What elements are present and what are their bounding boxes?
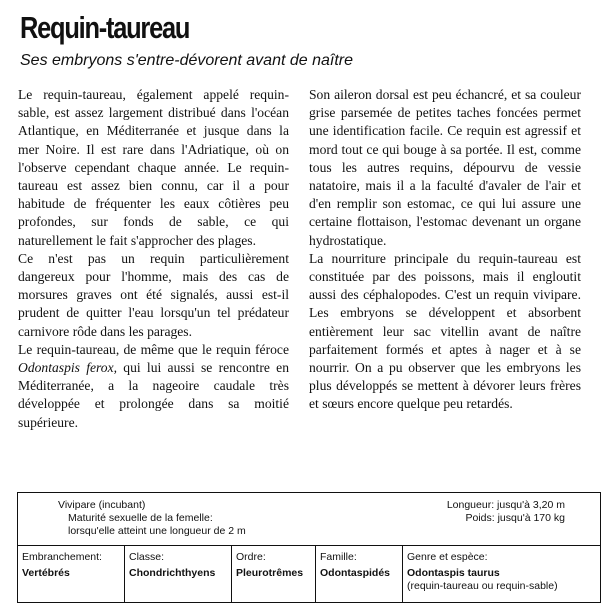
taxonomy-row (17, 545, 601, 603)
weight-value: Poids: jusqu'à 170 kg (465, 512, 565, 524)
paragraph-danger: Ce n'est pas un requin particulièrement dangereux pour l'homme, mais des cas de morsures graves ont été signalés, aussi est-il prudent de quitter l'eau lorsqu'un tel prédateur carnivore rôde dans les parages. (18, 250, 289, 339)
taxonomy-family (315, 546, 402, 603)
taxonomy-class (124, 546, 231, 603)
article-subtitle: Ses embryons s'entre-dévorent avant de naître (20, 52, 354, 69)
taxonomy-label: Genre et espèce: (407, 551, 488, 563)
paragraph-anatomy: Son aileron dorsal est peu échancré, et sa couleur grise parsemée de petites taches foncées permet une identification facile. Ce requin est agressif et mord tout ce qui bouge à sa portée. Il est, comme tous les autres requins, dépourvu de vessie natatoire, mais il a la faculté d'avaler de l'air et d'en remplir son estomac, ce qui lui assure une certaine flottaison, l'estomac devenant un organe hydrostatique. (309, 87, 581, 248)
paragraph-tail-end: qui lui aussi se rencontre en Méditerranée, a la nageoire caudale très développée et prolongée dans sa moitié supérieure. (18, 360, 289, 430)
taxonomy-value: Odontaspis taurus (407, 567, 500, 579)
species-info-box (17, 492, 601, 603)
reproduction-info (58, 499, 246, 538)
common-names: (requin-taureau ou requin-sable) (407, 580, 558, 592)
length-value: Longueur: jusqu'à 3,20 m (446, 499, 565, 511)
text-column-left (18, 86, 289, 432)
taxonomy-value: Pleurotrêmes (236, 567, 304, 579)
taxonomy-label: Famille: (320, 551, 357, 563)
text-column-right (309, 86, 581, 414)
taxonomy-label: Classe: (129, 551, 165, 563)
taxonomy-value: Odontaspidés (320, 567, 391, 579)
taxonomy-phylum (17, 546, 124, 603)
paragraph-tail-start: Le requin-taureau, de même que le requin féroce (18, 341, 289, 357)
taxonomy-label: Embranchement: (22, 551, 102, 563)
paragraph-distribution: Le requin-taureau, également appelé requin-sable, est assez largement distribué dans l'océan Atlantique, en Méditerranée et jusque dans la mer Noire. Il est rare dans l'Adriatique, où on l'observe cependant chaque année. Le requin-taureau est assez bien connu, car il a pour habitude de fréquenter les eaux côtières peu profondes, sur fonds de sable, ce qui naturellement le fait s'approcher des plages. (18, 87, 289, 248)
paragraph-reproduction: La nourriture principale du requin-taureau est constituée par des poissons, mais il engloutit aussi des céphalopodes. C'est un requin vivipare. Les embryons se développent et absorbent entièrement leur sac vitellin avant de naître parfaitement formés et aptes à nager et à se nourrir. On a pu observer que les embryons les plus développés se mettent à dévorer leurs frères et sœurs encore quelque peu retardés. (309, 250, 581, 412)
species-name-ferox: Odontaspis ferox, (18, 360, 118, 376)
taxonomy-order (231, 546, 315, 603)
paragraph-tail (18, 341, 289, 432)
maturity-detail: lorsqu'elle atteint une longueur de 2 m (68, 525, 246, 537)
taxonomy-species (402, 546, 601, 603)
article-title: Requin-taureau (20, 10, 190, 45)
reproduction-type: Vivipare (incubant) (58, 499, 146, 511)
taxonomy-value: Vertébrés (22, 567, 70, 579)
size-info (365, 499, 565, 525)
info-box-summary (17, 492, 601, 546)
taxonomy-label: Ordre: (236, 551, 266, 563)
taxonomy-value: Chondrichthyens (129, 567, 216, 579)
maturity-label: Maturité sexuelle de la femelle: (68, 512, 213, 524)
